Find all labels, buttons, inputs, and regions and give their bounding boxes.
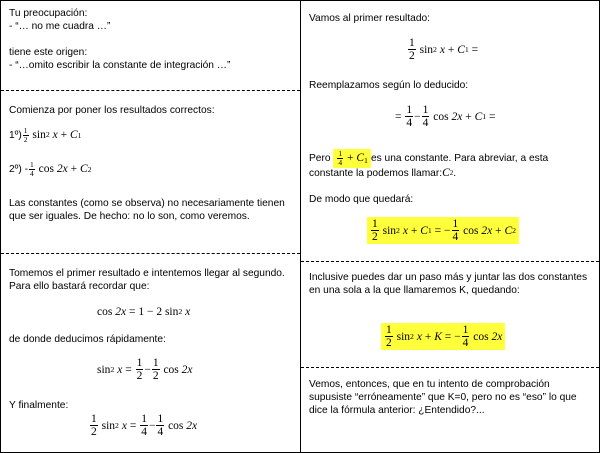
remains-text: De modo que quedará: <box>309 194 414 205</box>
concern-title: Tu preocupación: <box>9 8 88 19</box>
fraction: $\frac{1}{4}$ <box>157 413 164 439</box>
identity-equation: cos 2x = 1 − 2 sin 2 x <box>97 306 191 318</box>
separator <box>1 90 300 91</box>
replaced-equation: = $\frac{1}{4}$ − $\frac{1}{4}$ cos 2x + C 1 = <box>395 104 496 130</box>
right-column <box>301 1 599 452</box>
inclusive-text: Inclusive puedes dar un paso más y juntar las dos constantes en una sola a la que llamaremos K, quedando: <box>309 272 588 296</box>
separator <box>1 253 300 254</box>
fraction: $\frac{1}{4}$ <box>422 104 429 130</box>
origin-title: tiene este origen: <box>9 47 88 58</box>
fraction: $\frac{1}{2}$ <box>386 324 392 350</box>
left-column <box>1 1 301 452</box>
fraction: $\frac{1}{2}$ <box>23 126 28 144</box>
separator <box>301 367 599 368</box>
final-equation: $\frac{1}{2}$ sin 2 x = $\frac{1}{4}$ − $\frac{1}{4}$ cos 2x <box>91 413 198 439</box>
fraction: $\frac{1}{2}$ <box>372 218 378 244</box>
results-intro: Comienza por poner los resultados correctos: <box>9 105 215 116</box>
constant-name-sentence: constante la podemos llamar: C 2 . <box>309 167 457 179</box>
replace-text: Reemplazamos según lo deducido: <box>309 80 469 91</box>
origin-quote: - “…omito escribir la constante de integración …” <box>9 60 231 71</box>
fraction: $\frac{1}{4}$ <box>452 218 459 244</box>
concern-quote: - “… no me cuadra …” <box>9 21 111 32</box>
result-2: 2º) - $\frac{1}{4}$ cos 2x + C 2 <box>9 160 92 178</box>
result-equation-k <box>381 323 505 350</box>
result-equation-c2 <box>367 217 519 244</box>
highlighted-equation: $\frac{1}{2}$ sin 2 x + K = − $\frac{1}{4}$ cos 2x <box>381 323 505 350</box>
constants-note: Las constantes (como se observa) no necesariamente tienen que ser iguales. De hecho: no lo son, como veremos. <box>9 198 285 222</box>
separator <box>301 261 599 262</box>
highlighted-equation: $\frac{1}{2}$ sin 2 x + C 1 = − $\frac{1}{4}$ cos 2x + C 2 <box>367 217 519 244</box>
fraction: $\frac{1}{4}$ <box>30 160 34 178</box>
conclusion-text: Vemos, entonces, que en tu intento de comprobación supusiste “erróneamente” que K=0, pero no es “eso” lo que dice la fórmula anterior: ¿Entendido?... <box>309 379 577 416</box>
fraction: $\frac{1}{4}$ <box>338 149 343 167</box>
first-result-text: Vamos al primer resultado: <box>309 13 430 24</box>
fraction: $\frac{1}{2}$ <box>409 37 415 63</box>
fraction: $\frac{1}{4}$ <box>141 413 147 439</box>
constant-sentence: Pero $\frac{1}{4}$ + C1 es una constante. Para abreviar, a esta <box>309 149 549 167</box>
deduced-equation: sin 2 x = $\frac{1}{2}$ − $\frac{1}{2}$ cos 2x <box>97 357 193 383</box>
first-result-equation: $\frac{1}{2}$ sin 2 x + C 1 = <box>409 37 479 63</box>
fraction: $\frac{1}{2}$ <box>152 357 159 383</box>
fraction: $\frac{1}{2}$ <box>136 357 143 383</box>
deduce-text: de donde deducimos rápidamente: <box>9 334 166 345</box>
derivation-intro: Tomemos el primer resultado e intentemos llegar al segundo. Para ello bastará recordar que: <box>9 268 285 292</box>
result-1: 1º) $\frac{1}{2}$ sin 2 x + C 1 <box>9 126 82 144</box>
highlighted-constant: $\frac{1}{4}$ + C1 <box>333 149 371 168</box>
fraction: $\frac{1}{2}$ <box>91 413 97 439</box>
fraction: $\frac{1}{4}$ <box>406 104 413 130</box>
finally-text: Y finalmente: <box>9 400 69 411</box>
fraction: $\frac{1}{4}$ <box>462 324 469 350</box>
